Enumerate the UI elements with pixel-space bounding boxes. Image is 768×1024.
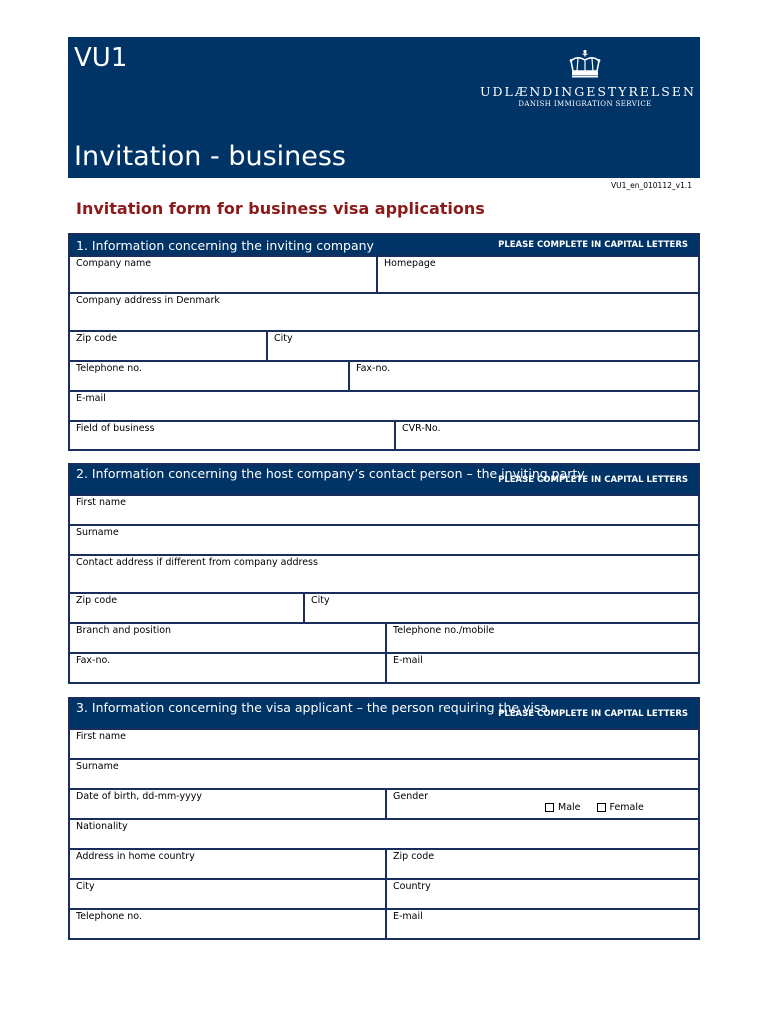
section-title: 2. Information concerning the host company’s contact person – the inviting party bbox=[76, 466, 585, 481]
field-label: Gender bbox=[393, 791, 429, 802]
email-field[interactable] bbox=[385, 910, 698, 938]
field-label: Nationality bbox=[76, 821, 128, 832]
city-field[interactable] bbox=[70, 880, 385, 908]
document-title: Invitation - business bbox=[74, 141, 346, 172]
field-label: City bbox=[311, 595, 330, 606]
section-contact-person bbox=[68, 463, 700, 684]
field-label: Field of business bbox=[76, 423, 155, 434]
home-address-field[interactable] bbox=[70, 850, 385, 878]
gender-field bbox=[385, 790, 698, 818]
field-label: Zip code bbox=[76, 333, 118, 344]
email-field[interactable] bbox=[385, 654, 698, 682]
field-label: Telephone no. bbox=[76, 911, 142, 922]
field-label: Telephone no. bbox=[76, 363, 142, 374]
field-label: First name bbox=[76, 497, 126, 508]
section-header bbox=[70, 235, 698, 255]
capital-letters-note: PLEASE COMPLETE IN CAPITAL LETTERS bbox=[498, 240, 688, 250]
gender-options bbox=[545, 802, 644, 813]
zip-code-field[interactable] bbox=[385, 850, 698, 878]
field-label: Fax-no. bbox=[356, 363, 391, 374]
field-label: Company address in Denmark bbox=[76, 295, 220, 306]
zip-code-field[interactable] bbox=[70, 332, 266, 360]
field-label: Date of birth, dd-mm-yyyy bbox=[76, 791, 203, 802]
checkbox-label: Male bbox=[558, 802, 581, 813]
male-checkbox[interactable] bbox=[545, 803, 554, 812]
field-label: Address in home country bbox=[76, 851, 195, 862]
field-label: CVR-No. bbox=[402, 423, 441, 434]
company-address-field[interactable] bbox=[70, 294, 698, 330]
capital-letters-note: PLEASE COMPLETE IN CAPITAL LETTERS bbox=[498, 709, 688, 719]
company-name-field[interactable] bbox=[70, 257, 376, 292]
field-of-business-field[interactable] bbox=[70, 422, 394, 449]
nationality-field[interactable] bbox=[70, 820, 698, 848]
field-label: E-mail bbox=[393, 655, 423, 666]
country-field[interactable] bbox=[385, 880, 698, 908]
section-header bbox=[70, 699, 698, 728]
field-label: E-mail bbox=[393, 911, 423, 922]
telephone-field[interactable] bbox=[70, 362, 348, 390]
surname-field[interactable] bbox=[70, 760, 698, 788]
version-code: VU1_en_010112_v1.1 bbox=[610, 181, 692, 190]
section-title: 1. Information concerning the inviting company bbox=[76, 238, 374, 253]
surname-field[interactable] bbox=[70, 526, 698, 554]
branch-position-field[interactable] bbox=[70, 624, 385, 652]
field-label: Contact address if different from company address bbox=[76, 557, 318, 568]
contact-address-field[interactable] bbox=[70, 556, 698, 592]
gender-option-female[interactable] bbox=[597, 802, 644, 813]
field-label: Zip code bbox=[393, 851, 435, 862]
capital-letters-note: PLEASE COMPLETE IN CAPITAL LETTERS bbox=[498, 475, 688, 485]
fax-field[interactable] bbox=[348, 362, 698, 390]
form-heading: Invitation form for business visa applications bbox=[76, 199, 485, 218]
header-banner bbox=[68, 37, 700, 178]
first-name-field[interactable] bbox=[70, 730, 698, 758]
cvr-number-field[interactable] bbox=[394, 422, 698, 449]
field-label: Surname bbox=[76, 527, 119, 538]
section-inviting-company bbox=[68, 233, 700, 451]
female-checkbox[interactable] bbox=[597, 803, 606, 812]
field-label: First name bbox=[76, 731, 126, 742]
section-title: 3. Information concerning the visa applicant – the person requiring the visa bbox=[76, 700, 549, 715]
checkbox-label: Female bbox=[609, 802, 644, 813]
city-field[interactable] bbox=[303, 594, 698, 622]
homepage-field[interactable] bbox=[376, 257, 698, 292]
field-label: E-mail bbox=[76, 393, 106, 404]
zip-code-field[interactable] bbox=[70, 594, 303, 622]
date-of-birth-field[interactable] bbox=[70, 790, 385, 818]
section-visa-applicant bbox=[68, 697, 700, 940]
gender-option-male[interactable] bbox=[545, 802, 581, 813]
first-name-field[interactable] bbox=[70, 496, 698, 524]
field-label: Homepage bbox=[384, 258, 436, 269]
telephone-field[interactable] bbox=[70, 910, 385, 938]
field-label: Company name bbox=[76, 258, 152, 269]
telephone-mobile-field[interactable] bbox=[385, 624, 698, 652]
field-label: City bbox=[274, 333, 293, 344]
form-code: VU1 bbox=[74, 43, 128, 73]
field-label: Surname bbox=[76, 761, 119, 772]
field-label: Branch and position bbox=[76, 625, 172, 636]
section-header bbox=[70, 465, 698, 494]
crown-icon bbox=[567, 49, 603, 79]
agency-subtitle: DANISH IMMIGRATION SERVICE bbox=[518, 100, 652, 108]
field-label: Telephone no./mobile bbox=[393, 625, 495, 636]
field-label: City bbox=[76, 881, 95, 892]
field-label: Country bbox=[393, 881, 431, 892]
agency-logo bbox=[480, 49, 696, 108]
email-field[interactable] bbox=[70, 392, 698, 420]
city-field[interactable] bbox=[266, 332, 698, 360]
field-label: Fax-no. bbox=[76, 655, 111, 666]
agency-name: UDLÆNDINGESTYRELSEN bbox=[480, 84, 696, 99]
field-label: Zip code bbox=[76, 595, 118, 606]
fax-field[interactable] bbox=[70, 654, 385, 682]
